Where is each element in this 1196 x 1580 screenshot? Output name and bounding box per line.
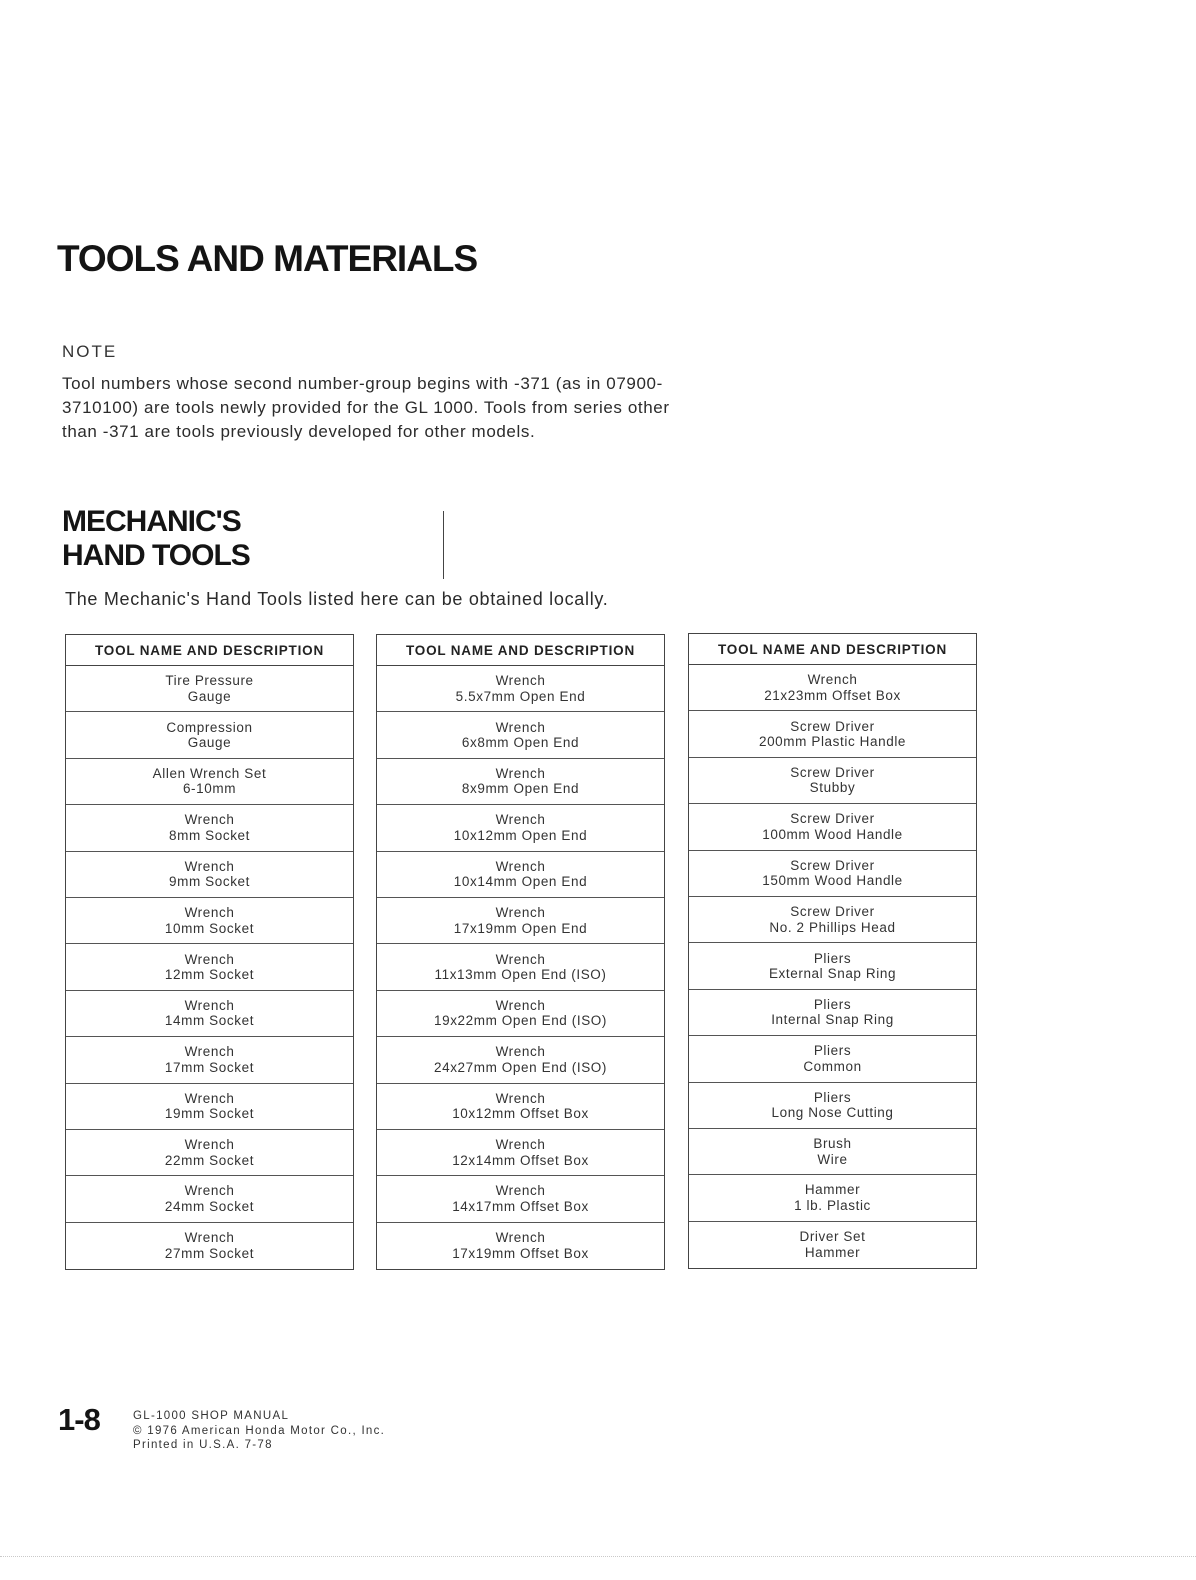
table-row bbox=[377, 666, 664, 712]
table-row bbox=[689, 758, 976, 804]
note-text: Tool numbers whose second number-group begins with -371 (as in 07900-3710100) are tools newly provided for the GL 1000. Tools from series other than -371 are tools previously developed for other models. bbox=[62, 374, 670, 441]
section-intro: The Mechanic's Hand Tools listed here can be obtained locally. bbox=[65, 589, 609, 609]
tool-description: Gauge bbox=[187, 688, 232, 704]
table-row bbox=[377, 1176, 664, 1222]
tool-description: 9mm Socket bbox=[168, 874, 251, 890]
table-row bbox=[377, 1223, 664, 1269]
table-row bbox=[377, 1037, 664, 1083]
tool-description: 5.5x7mm Open End bbox=[455, 688, 586, 704]
tool-description: Stubby bbox=[809, 780, 856, 796]
table-row bbox=[377, 805, 664, 851]
tool-name: Wrench bbox=[184, 997, 235, 1013]
table-header: TOOL NAME AND DESCRIPTION bbox=[377, 635, 664, 666]
tool-description: 17mm Socket bbox=[164, 1059, 255, 1075]
tool-description: 21x23mm Offset Box bbox=[764, 687, 901, 703]
table-row bbox=[66, 944, 353, 990]
tool-description: 17x19mm Open End bbox=[453, 920, 588, 936]
tool-description: 6x8mm Open End bbox=[461, 735, 580, 751]
table-row bbox=[377, 898, 664, 944]
scan-edge-divider bbox=[0, 1556, 1196, 1557]
tool-description: 12mm Socket bbox=[164, 967, 255, 983]
tool-description: 27mm Socket bbox=[164, 1245, 255, 1261]
tool-name: Wrench bbox=[184, 951, 235, 967]
tool-name: Wrench bbox=[495, 1183, 546, 1199]
section-title-line-2: HAND TOOLS bbox=[62, 539, 250, 572]
tool-description: 14mm Socket bbox=[164, 1013, 255, 1029]
tool-name: Screw Driver bbox=[790, 718, 875, 734]
tool-name: Hammer bbox=[804, 1182, 861, 1198]
table-row bbox=[66, 1084, 353, 1130]
table-row bbox=[377, 1084, 664, 1130]
tool-name: Screw Driver bbox=[790, 857, 875, 873]
tool-name: Wrench bbox=[807, 672, 858, 688]
tool-description: 8x9mm Open End bbox=[461, 781, 580, 797]
tool-name: Wrench bbox=[184, 1044, 235, 1060]
tool-description: External Snap Ring bbox=[768, 966, 897, 982]
tool-name: Wrench bbox=[495, 1090, 546, 1106]
table-row bbox=[66, 712, 353, 758]
tool-name: Wrench bbox=[495, 951, 546, 967]
tool-name: Wrench bbox=[495, 1230, 546, 1246]
table-row bbox=[66, 805, 353, 851]
table-row bbox=[689, 851, 976, 897]
table-row bbox=[689, 1222, 976, 1268]
table-row bbox=[66, 1223, 353, 1269]
tool-name: Pliers bbox=[813, 950, 852, 966]
tool-description: 8mm Socket bbox=[168, 827, 251, 843]
tool-name: Screw Driver bbox=[790, 811, 875, 827]
page-number: 1-8 bbox=[58, 1402, 100, 1437]
tool-description: 11x13mm Open End (ISO) bbox=[434, 967, 607, 983]
tool-description: 10x12mm Offset Box bbox=[452, 1106, 589, 1122]
tool-name: Wrench bbox=[495, 719, 546, 735]
tool-name: Pliers bbox=[813, 1043, 852, 1059]
footer-info bbox=[133, 1409, 385, 1453]
table-row bbox=[66, 1176, 353, 1222]
tool-name: Wrench bbox=[495, 997, 546, 1013]
footer-manual: GL-1000 SHOP MANUAL bbox=[133, 1410, 290, 1422]
tool-name: Pliers bbox=[813, 996, 852, 1012]
tool-name: Screw Driver bbox=[790, 904, 875, 920]
tool-description: Wire bbox=[817, 1151, 848, 1167]
tool-table-1 bbox=[65, 634, 354, 1270]
table-header: TOOL NAME AND DESCRIPTION bbox=[689, 634, 976, 665]
tool-name: Wrench bbox=[184, 1183, 235, 1199]
tool-name: Compression bbox=[166, 719, 253, 735]
table-row bbox=[689, 990, 976, 1036]
tool-description: Internal Snap Ring bbox=[771, 1012, 894, 1028]
tool-name: Wrench bbox=[495, 1044, 546, 1060]
tool-description: 100mm Wood Handle bbox=[762, 826, 903, 842]
table-row bbox=[377, 852, 664, 898]
tool-description: 24x27mm Open End (ISO) bbox=[433, 1059, 608, 1075]
table-row bbox=[689, 1036, 976, 1082]
tool-description: 24mm Socket bbox=[164, 1198, 255, 1214]
table-row bbox=[377, 944, 664, 990]
section-title-line-1: MECHANIC'S bbox=[62, 505, 241, 538]
table-row bbox=[377, 991, 664, 1037]
tool-name: Allen Wrench Set bbox=[152, 765, 267, 781]
table-row bbox=[66, 666, 353, 712]
table-row bbox=[689, 711, 976, 757]
tool-name: Pliers bbox=[813, 1089, 852, 1105]
tool-description: 150mm Wood Handle bbox=[762, 873, 903, 889]
tool-name: Wrench bbox=[184, 1230, 235, 1246]
tool-name: Wrench bbox=[495, 1137, 546, 1153]
table-row bbox=[377, 759, 664, 805]
table-row bbox=[66, 759, 353, 805]
tool-description: 22mm Socket bbox=[164, 1152, 255, 1168]
table-row bbox=[689, 1129, 976, 1175]
tool-name: Wrench bbox=[495, 812, 546, 828]
table-row bbox=[66, 991, 353, 1037]
tool-name: Wrench bbox=[184, 1137, 235, 1153]
footer-copyright: © 1976 American Honda Motor Co., Inc. bbox=[133, 1424, 386, 1437]
table-row bbox=[66, 1130, 353, 1176]
tool-name: Wrench bbox=[184, 812, 235, 828]
tool-description: 19x22mm Open End (ISO) bbox=[433, 1013, 608, 1029]
tool-name: Wrench bbox=[495, 905, 546, 921]
tool-name: Wrench bbox=[495, 673, 546, 689]
tool-name: Wrench bbox=[184, 1090, 235, 1106]
tool-name: Tire Pressure bbox=[165, 673, 254, 689]
tool-description: Hammer bbox=[804, 1244, 861, 1260]
table-row bbox=[66, 852, 353, 898]
tool-description: 12x14mm Offset Box bbox=[452, 1152, 589, 1168]
tool-description: 17x19mm Offset Box bbox=[452, 1245, 589, 1261]
tool-description: Long Nose Cutting bbox=[771, 1105, 894, 1121]
table-row bbox=[689, 665, 976, 711]
tool-description: 10mm Socket bbox=[164, 920, 255, 936]
tool-name: Driver Set bbox=[799, 1229, 866, 1245]
note-label: NOTE bbox=[62, 342, 118, 361]
tool-name: Wrench bbox=[495, 765, 546, 781]
table-row bbox=[66, 898, 353, 944]
tool-description: Gauge bbox=[187, 735, 232, 751]
table-row bbox=[377, 712, 664, 758]
section-divider bbox=[443, 511, 444, 579]
table-row bbox=[689, 1175, 976, 1221]
tool-name: Screw Driver bbox=[790, 764, 875, 780]
section-title bbox=[62, 505, 250, 573]
page-title: TOOLS AND MATERIALS bbox=[57, 238, 478, 279]
tool-description: 19mm Socket bbox=[164, 1106, 255, 1122]
tool-description: 14x17mm Offset Box bbox=[452, 1198, 589, 1214]
tool-name: Wrench bbox=[495, 858, 546, 874]
tool-description: No. 2 Phillips Head bbox=[769, 919, 896, 935]
tool-table-3 bbox=[688, 633, 977, 1269]
tool-description: 200mm Plastic Handle bbox=[758, 734, 907, 750]
table-row bbox=[66, 1037, 353, 1083]
tool-table-2 bbox=[376, 634, 665, 1270]
table-row bbox=[377, 1130, 664, 1176]
table-row bbox=[689, 1083, 976, 1129]
tool-description: 6-10mm bbox=[182, 781, 237, 797]
tool-description: Common bbox=[803, 1058, 862, 1074]
table-row bbox=[689, 804, 976, 850]
tool-description: 10x12mm Open End bbox=[453, 827, 588, 843]
tool-description: 10x14mm Open End bbox=[453, 874, 588, 890]
footer-printed: Printed in U.S.A. 7-78 bbox=[133, 1439, 273, 1451]
table-header: TOOL NAME AND DESCRIPTION bbox=[66, 635, 353, 666]
tool-name: Wrench bbox=[184, 858, 235, 874]
tool-name: Brush bbox=[813, 1136, 852, 1152]
tool-description: 1 lb. Plastic bbox=[794, 1197, 871, 1213]
table-row bbox=[689, 897, 976, 943]
table-row bbox=[689, 943, 976, 989]
tool-name: Wrench bbox=[184, 905, 235, 921]
